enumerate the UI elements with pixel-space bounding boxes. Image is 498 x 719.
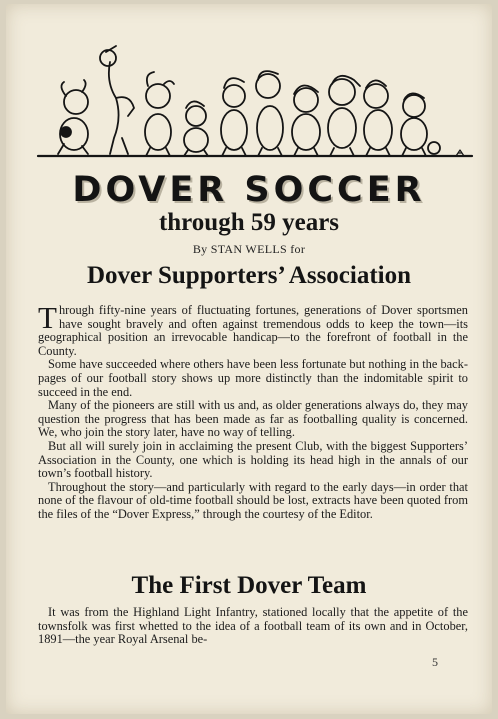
byline: By STAN WELLS for (192, 242, 306, 256)
article-body (38, 300, 468, 522)
paragraph-3: Many of the pioneers are still with us and, as older generations always do, they may question the progress that has been made as far as footballing quality is concerned. We, who join the story later, have no way of telling. (38, 398, 468, 440)
booklet-page (6, 4, 492, 714)
section-paragraph-1: It was from the Highland Light Infantry, stationed locally that the appetite of the townsfolk was first whetted to the idea of a football team of its own and in October, 1891—the year Royal Arsenal be- (38, 605, 468, 647)
cartoon-figure-9 (364, 80, 392, 156)
cartoon-figure-2 (100, 46, 134, 154)
cartoon-figure-8 (328, 76, 360, 156)
paragraph-text: hrough fifty-nine years of fluctuating fortunes, generations of Dover sportsmen have sought bravely and often against tremendous odds to keep the town—its geographical position an irrevocable handicap—to the forefront of football in the County. (38, 303, 468, 358)
caricature-footballers-illustration (36, 44, 476, 162)
association-heading: Dover Supporters’ Association (86, 262, 412, 289)
cartoon-figure-6 (256, 71, 283, 156)
paragraph-4: But all will surely join in acclaiming the present Club, with the biggest Supporters’ Association in the County, one which is holding its head high in the annals of our town’s football history. (38, 438, 468, 481)
cartoon-figure-3 (145, 72, 174, 156)
cartoon-figure-4 (184, 101, 208, 156)
page-title: DOVER SOCCER (72, 170, 426, 210)
cartoon-figure-5 (221, 78, 247, 156)
cartoon-figure-7 (292, 85, 320, 156)
paragraph-5: Throughout the story—and particularly with regard to the early days—in order that none of the flavour of old-time football should be lost, extracts have been quoted from the files of the “Dover Express,” through the courtesy of the Editor. (38, 479, 468, 521)
cartoon-figure-10 (401, 93, 440, 156)
page-number: 5 (432, 655, 438, 669)
cartoon-figure-1 (58, 80, 88, 154)
section-body (38, 606, 468, 647)
section-heading: The First Dover Team (131, 572, 367, 599)
drop-cap: T (38, 300, 57, 335)
paragraph-2: Some have succeeded where others have been less fortunate but nothing in the back-pages of our football story shows up more distinctly than the indomitable spirit to succeed in the end. (38, 357, 468, 399)
page-subtitle: through 59 years (158, 209, 340, 236)
paragraph-1 (38, 300, 468, 358)
